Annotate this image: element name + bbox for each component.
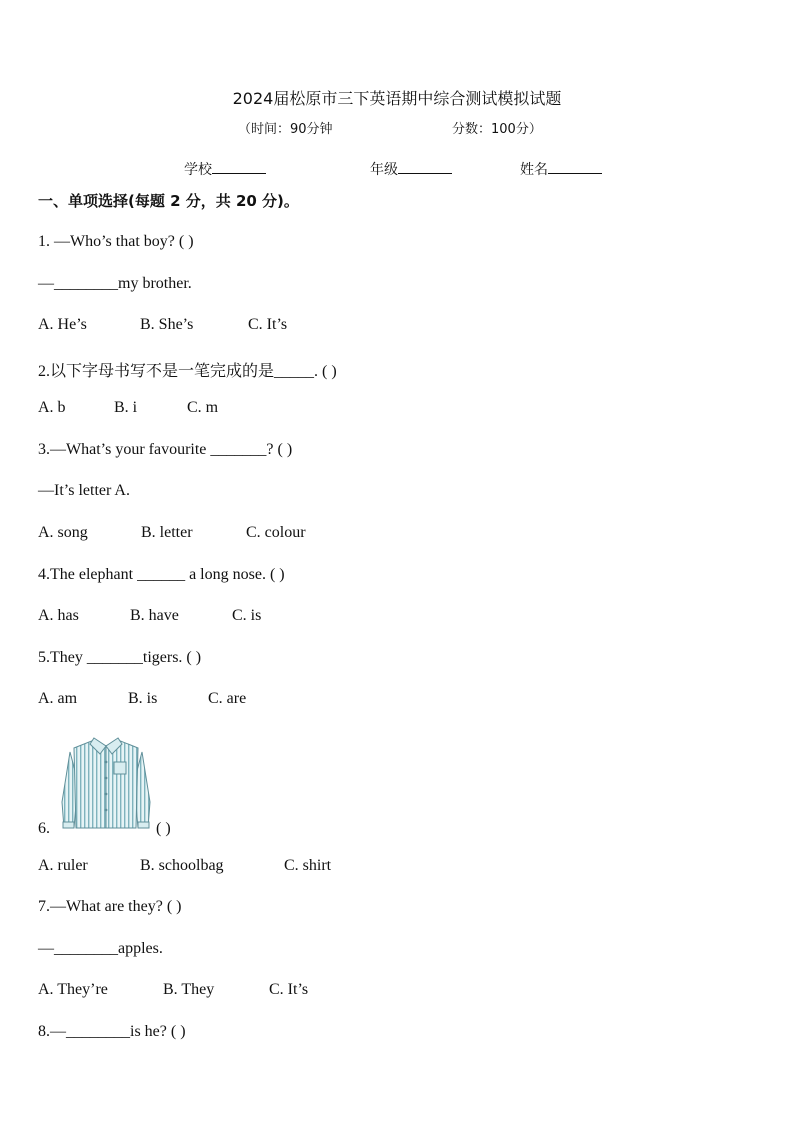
option-a[interactable]: A. song xyxy=(38,524,88,541)
striped-shirt-icon xyxy=(60,732,152,832)
option-b[interactable]: B. schoolbag xyxy=(140,857,224,874)
option-b[interactable]: B. She’s xyxy=(140,316,194,333)
exam-score: 分数：100分） xyxy=(452,122,542,137)
name-blank[interactable] xyxy=(548,159,602,174)
grade-field[interactable] xyxy=(370,159,452,179)
page-title: 2024届松原市三下英语期中综合测试模拟试题 xyxy=(232,89,562,108)
school-field[interactable] xyxy=(184,159,266,179)
option-a[interactable]: A. They’re xyxy=(38,981,108,998)
option-b[interactable]: B. have xyxy=(130,607,179,624)
question-5: 5.They _______tigers. ( ) xyxy=(38,649,202,666)
name-field[interactable] xyxy=(520,159,602,179)
option-c[interactable]: C. m xyxy=(187,399,219,416)
option-c[interactable]: C. colour xyxy=(246,524,306,541)
option-c[interactable]: C. are xyxy=(208,690,247,707)
question-4: 4.The elephant ______ a long nose. ( ) xyxy=(38,566,285,583)
option-c[interactable]: C. It’s xyxy=(248,316,288,333)
question-1-options xyxy=(38,316,287,334)
option-c[interactable]: C. shirt xyxy=(284,857,332,874)
question-8: 8.—________is he? ( ) xyxy=(38,1023,186,1040)
option-a[interactable]: A. He’s xyxy=(38,316,87,333)
question-5-options xyxy=(38,690,246,708)
grade-blank[interactable] xyxy=(398,159,452,174)
option-b[interactable]: B. letter xyxy=(141,524,193,541)
question-3-answer: —It’s letter A. xyxy=(38,482,130,499)
question-2-options xyxy=(38,399,218,417)
question-3-options xyxy=(38,524,306,542)
section-title: 一、单项选择(每题 2 分，共 20 分)。 xyxy=(38,192,299,210)
exam-time: （时间：90分钟 xyxy=(238,122,333,137)
name-label: 姓名 xyxy=(520,162,548,178)
question-6-options xyxy=(38,857,331,875)
option-b[interactable]: B. is xyxy=(128,690,158,707)
school-label: 学校 xyxy=(184,162,212,178)
question-7: 7.—What are they? ( ) xyxy=(38,898,182,915)
option-a[interactable]: A. has xyxy=(38,607,79,624)
question-3: 3.—What’s your favourite _______? ( ) xyxy=(38,441,293,458)
grade-label: 年级 xyxy=(370,162,398,178)
question-1-answer: —________my brother. xyxy=(38,275,192,292)
option-a[interactable]: A. b xyxy=(38,399,66,416)
question-6: 6. xyxy=(38,820,50,837)
option-c[interactable]: C. is xyxy=(232,607,262,624)
option-c[interactable]: C. It’s xyxy=(269,981,309,998)
question-7-answer: —________apples. xyxy=(38,940,163,957)
option-b[interactable]: B. They xyxy=(163,981,215,998)
option-b[interactable]: B. i xyxy=(114,399,138,416)
question-7-options xyxy=(38,981,308,999)
question-2: 2.以下字母书写不是一笔完成的是_____. ( ) xyxy=(38,363,337,380)
option-a[interactable]: A. am xyxy=(38,690,78,707)
school-blank[interactable] xyxy=(212,159,266,174)
question-4-options xyxy=(38,607,261,625)
question-6-paren: ( ) xyxy=(156,820,171,837)
question-1: 1. —Who’s that boy? ( ) xyxy=(38,233,194,250)
option-a[interactable]: A. ruler xyxy=(38,857,88,874)
